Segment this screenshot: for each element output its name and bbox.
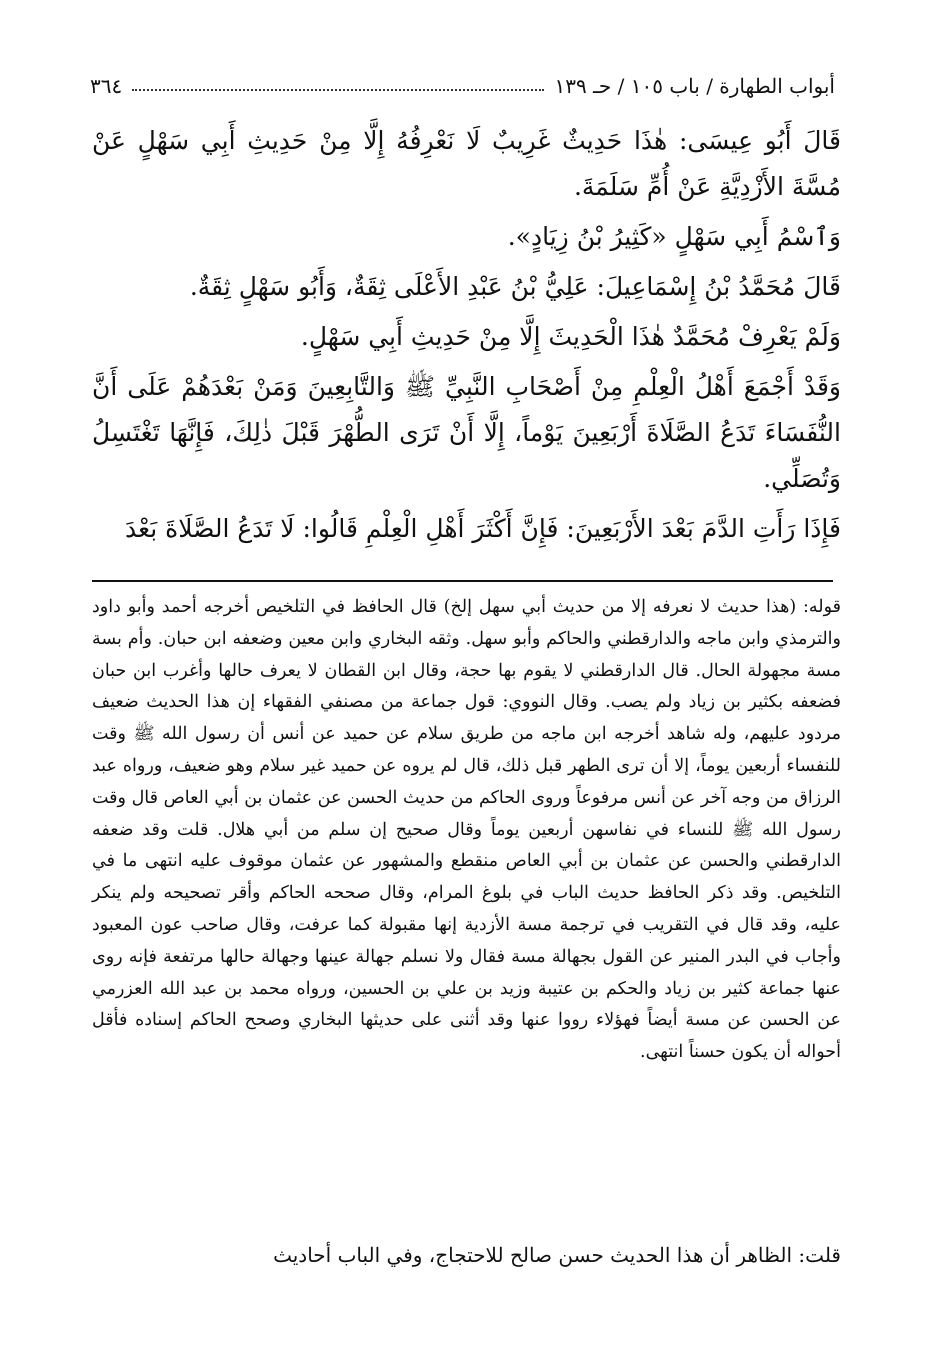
main-paragraph: قَالَ مُحَمَّدُ بْنُ إِسْمَاعِيلَ: عَلِيُّ بْنُ عَبْدِ الأَعْلَى ثِقَةٌ، وَأَبُو سَهْلٍ ثِقَةٌ. [189,272,841,301]
commentary-paragraph: قوله: (هذا حديث لا نعرفه إلا من حديث أبي سهل إلخ) قال الحافظ في التلخيص أخرجه أحمد وأبو داود والترمذي وابن ماجه والدارقطني والحاكم وأبو سهل. وثقه البخاري وابن معين وضعفه ابن حبان. وأم بسة مسة مجهولة الحال. قال الدارقطني لا يقوم بها حجة، وقال ابن القطان لا يعرف حالها وأغرب ابن حبان فضعفه بكثير بن زياد ولم يصب. وقال النووي: قول جماعة من مصنفي الفقهاء إن هذا الحديث ضعيف مردود عليهم، وله شاهد أخرجه ابن ماجه من طريق سلام عن حميد عن أنس أن رسول الله ﷺ وقت للنفساء أربعين يوماً، إلا أن ترى الطهر قبل ذلك، قال لم يروه عن حميد غير سلام وهو ضعيف، ورواه عبد الرزاق من وجه آخر عن أنس مرفوعاً وروى الحاكم من حديث الحسن عن عثمان بن أبي العاص قال وقت رسول الله ﷺ للنساء في نفاسهن أربعين يوماً وقال صحيح إن سلم من أبي هلال. قلت وقد ضعفه الدارقطني والحسن عن عثمان بن أبي العاص منقطع والمشهور عن عثمان موقوف عليه انتهى ما في التلخيص. وقد ذكر الحافظ حديث الباب في بلوغ المرام، وقال صححه الحاكم وأقر تصحيحه ولم ينكر عليه، وقد قال في التقريب في ترجمة مسة الأزدية إنها مقبولة كما عرفت، وقال صاحب عون المعبود وأجاب في البدر المنير عن القول بجهالة مسة فقال ولا نسلم جهالة عينها وجهالة حالها مرتفعة فإنه روى عنها جماعة كثير بن زياد والحكم بن عتيبة وزيد بن علي بن الحسين، ورواه محمد بن عبد الله العزرمي عن الحسن عن مسة أيضاً فهؤلاء رووا عنها وقد أثنى على حديثها البخاري وصحح الحاكم إسناده فأقل أحواله أن يكون حسناً انتهى. [92,597,841,1063]
main-paragraph: وَٱسْمُ أَبِي سَهْلٍ «كَثِيرُ بْنُ زِيَادٍ». [507,222,841,251]
main-paragraph: وَقَدْ أَجْمَعَ أَهْلُ الْعِلْمِ مِنْ أَصْحَابِ النَّبِيِّ ﷺ وَالتَّابِعِينَ وَمَنْ بَعْدَهُمْ عَلَى أَنَّ النُّفَسَاءَ تَدَعُ الصَّلَاةَ أَرْبَعِينَ يَوْماً، إِلَّا أَنْ تَرَى الطُّهْرَ قَبْلَ ذٰلِكَ، فَإِنَّهَا تَغْتَسِلُ وَتُصَلِّي. [92,372,841,493]
closing-line: قلت: الظاهر أن هذا الحديث حسن صالح للاحتجاج، وفي الباب أحاديث [273,1243,841,1267]
header-dotted-leader [132,89,544,91]
running-title: أبواب الطهارة / باب ١٠٥ / حـ ١٣٩ [554,74,835,98]
main-text [92,118,841,556]
main-paragraph: فَإِذَا رَأَتِ الدَّمَ بَعْدَ الأَرْبَعِينَ: فَإِنَّ أَكْثَرَ أَهْلِ الْعِلْمِ قَالُوا: لَا تَدَعُ الصَّلَاةَ بَعْدَ [125,514,841,543]
main-paragraph: قَالَ أَبُو عِيسَى: هٰذَا حَدِيثٌ غَرِيبٌ لَا نَعْرِفُهُ إِلَّا مِنْ حَدِيثِ أَبِي سَهْلٍ عَنْ مُسَّةَ الأَزْدِيَّةِ عَنْ أُمِّ سَلَمَةَ. [92,126,841,201]
main-paragraph: وَلَمْ يَعْرِفْ مُحَمَّدٌ هٰذَا الْحَدِيثَ إِلَّا مِنْ حَدِيثِ أَبِي سَهْلٍ. [300,322,841,351]
page-header [90,58,835,98]
commentary [92,592,841,1069]
footnote-divider [92,580,833,582]
page-number: ٣٦٤ [90,74,123,98]
